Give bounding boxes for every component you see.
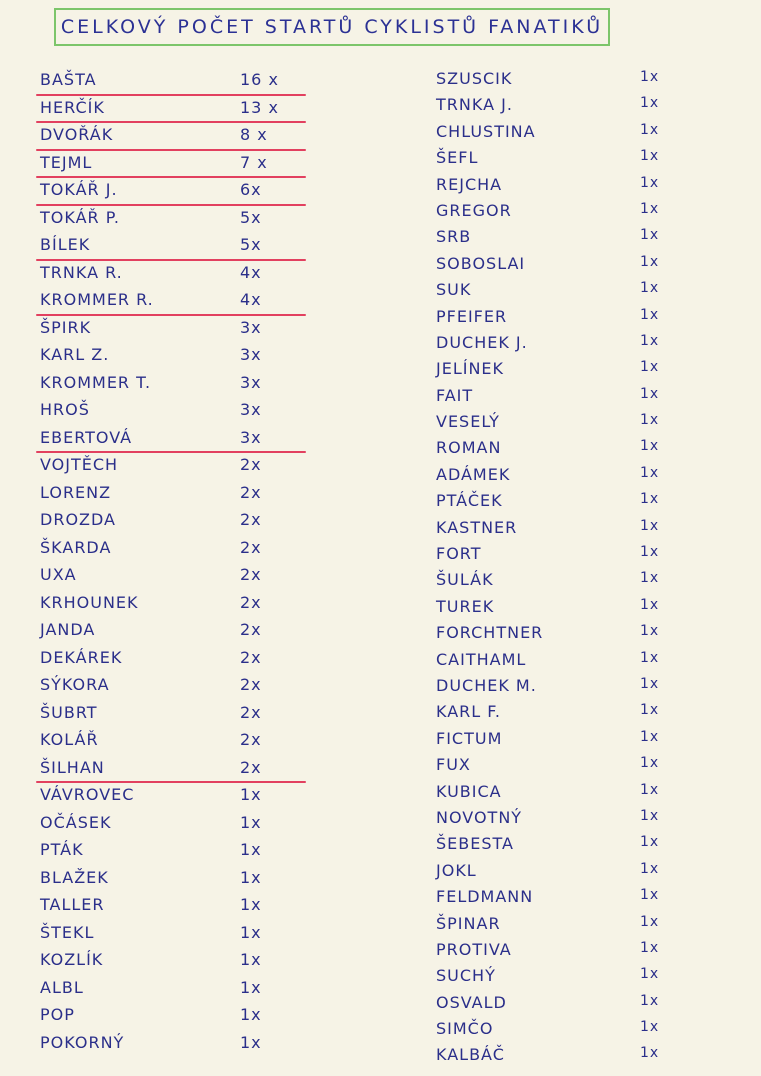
rider-name: DROZDA: [40, 510, 116, 529]
list-item: [432, 92, 672, 118]
list-item: [36, 534, 306, 562]
rider-name: VESELÝ: [436, 412, 500, 432]
list-item: [432, 330, 672, 356]
list-item: [432, 726, 672, 752]
start-count: 2x: [240, 537, 262, 557]
start-count: 1x: [240, 812, 262, 832]
rider-name: FORCHTNER: [436, 623, 544, 643]
start-count: 1x: [640, 253, 660, 270]
rider-name: ŠPINAR: [436, 913, 501, 933]
start-count: 1x: [640, 992, 660, 1009]
rider-name: ŠILHAN: [40, 757, 105, 777]
rider-name: KROMMER R.: [40, 290, 154, 309]
list-item: [432, 488, 672, 514]
rider-name: DVOŘÁK: [40, 125, 114, 144]
start-count: 1x: [240, 950, 262, 969]
start-count: 1x: [640, 174, 660, 191]
list-item: [36, 259, 306, 287]
start-count: 1x: [640, 649, 660, 666]
list-item: [36, 864, 306, 892]
start-count: 3x: [240, 400, 262, 419]
rider-name: ADÁMEK: [436, 464, 511, 484]
rider-name: FORT: [436, 544, 482, 564]
list-item: [432, 963, 672, 989]
start-count: 1x: [640, 148, 660, 165]
list-item: [36, 809, 306, 837]
start-count: 1x: [640, 702, 660, 719]
rider-name: KOLÁŘ: [40, 730, 99, 749]
list-item: [432, 1042, 672, 1068]
rider-name: BÍLEK: [40, 235, 91, 254]
rider-name: KROMMER T.: [40, 372, 152, 392]
start-count: 1x: [640, 306, 660, 323]
start-count: 6x: [240, 180, 262, 199]
list-item: [36, 176, 306, 204]
list-item: [432, 567, 672, 593]
list-item: [432, 251, 672, 277]
rider-name: SUCHÝ: [436, 966, 496, 986]
start-count: 1x: [640, 280, 660, 297]
list-item: [432, 594, 672, 620]
rider-name: SRB: [436, 227, 472, 247]
start-count: 1x: [640, 200, 660, 217]
rider-name: POKORNÝ: [40, 1032, 125, 1052]
rider-name: PFEIFER: [436, 306, 508, 326]
start-count: 4x: [240, 262, 262, 282]
list-item: [36, 204, 306, 232]
rider-name: REJCHA: [436, 174, 503, 194]
rider-name: TOKÁŘ J.: [40, 180, 118, 199]
start-count: 2x: [240, 455, 262, 474]
list-item: [36, 121, 306, 149]
list-item: [432, 304, 672, 330]
rider-name: TEJML: [40, 152, 93, 172]
rider-name: PTÁČEK: [436, 491, 503, 511]
list-item: [432, 119, 672, 145]
list-item: [432, 515, 672, 541]
list-item: [36, 396, 306, 424]
start-count: 5x: [240, 235, 262, 254]
rider-name: NOVOTNÝ: [436, 807, 523, 827]
start-count: 3x: [240, 427, 262, 447]
list-item: [36, 561, 306, 589]
list-item: [432, 145, 672, 171]
start-count: 1x: [640, 491, 660, 508]
list-item: [432, 858, 672, 884]
rider-name: DUCHEK M.: [436, 675, 537, 695]
rider-name: ALBL: [40, 977, 84, 997]
list-item: [36, 1029, 306, 1057]
list-item: [432, 937, 672, 963]
start-count: 1x: [640, 781, 660, 798]
start-count: 2x: [240, 482, 262, 502]
list-item: [36, 66, 306, 94]
start-count: 2x: [240, 757, 262, 777]
start-count: 1x: [240, 785, 262, 804]
start-count: 2x: [240, 647, 262, 667]
rider-name: ŠEBESTA: [436, 834, 514, 854]
rider-name: ŠULÁK: [436, 570, 494, 590]
title-text: CELKOVÝ POČET STARTŮ CYKLISTŮ FANATIKŮ: [60, 16, 604, 38]
list-item: [432, 805, 672, 831]
list-item: [432, 647, 672, 673]
list-item: [36, 451, 306, 479]
start-count: 1x: [240, 867, 262, 887]
list-item: [432, 699, 672, 725]
list-item: [432, 752, 672, 778]
rider-name: KARL Z.: [40, 345, 110, 364]
rider-name: SOBOSLAI: [436, 253, 526, 273]
rider-name: SUK: [436, 280, 472, 300]
list-item: [432, 409, 672, 435]
rider-name: EBERTOVÁ: [40, 427, 133, 447]
start-count: 13 x: [240, 97, 279, 117]
rider-name: FICTUM: [436, 728, 503, 748]
start-count: 1x: [240, 1005, 262, 1024]
rider-name: ŠPIRK: [40, 317, 92, 337]
rider-name: KOZLÍK: [40, 950, 104, 969]
list-item: [432, 435, 672, 461]
rider-name: SÝKORA: [40, 675, 110, 694]
start-count: 1x: [640, 623, 660, 640]
list-item: [432, 172, 672, 198]
left-rider-list: [36, 66, 306, 1056]
rider-name: KARL F.: [436, 702, 501, 722]
list-item: [432, 990, 672, 1016]
rider-name: GREGOR: [436, 200, 512, 220]
start-count: 2x: [240, 702, 262, 722]
rider-name: ŠUBRT: [40, 702, 98, 722]
rider-name: TALLER: [40, 895, 105, 914]
list-item: [36, 644, 306, 672]
list-item: [36, 231, 306, 259]
right-rider-list: [432, 66, 672, 1069]
list-item: [36, 836, 306, 864]
rider-name: ŠKARDA: [40, 537, 112, 557]
list-item: [36, 369, 306, 397]
list-item: [432, 1016, 672, 1042]
rider-name: LORENZ: [40, 482, 112, 502]
rider-name: KRHOUNEK: [40, 592, 139, 612]
list-item: [432, 673, 672, 699]
start-count: 1x: [240, 922, 262, 942]
rider-name: ROMAN: [436, 438, 502, 458]
start-count: 3x: [240, 317, 262, 337]
start-count: 1x: [640, 438, 660, 455]
rider-name: JELÍNEK: [436, 359, 505, 379]
rider-name: BAŠTA: [40, 70, 97, 89]
list-item: [36, 589, 306, 617]
rider-name: SIMČO: [436, 1019, 494, 1039]
start-count: 1x: [640, 728, 660, 745]
start-count: 1x: [640, 596, 660, 613]
rider-name: OSVALD: [436, 992, 507, 1012]
rider-name: VÁVROVEC: [40, 785, 135, 804]
list-item: [36, 286, 306, 314]
start-count: 2x: [240, 730, 262, 749]
start-count: 1x: [640, 834, 660, 851]
list-item: [36, 149, 306, 177]
start-count: 1x: [640, 95, 660, 112]
list-item: [36, 754, 306, 782]
rider-name: TRNKA R.: [40, 262, 123, 282]
rider-name: BLAŽEK: [40, 867, 109, 887]
start-count: 4x: [240, 290, 262, 309]
start-count: 1x: [640, 887, 660, 904]
start-count: 2x: [240, 675, 262, 694]
start-count: 1x: [640, 227, 660, 244]
rider-name: FELDMANN: [436, 887, 534, 907]
rider-name: SZUSCIK: [436, 69, 513, 88]
start-count: 1x: [640, 332, 660, 349]
rider-name: DUCHEK J.: [436, 332, 528, 352]
list-item: [432, 383, 672, 409]
start-count: 16 x: [240, 70, 279, 89]
rider-name: OČÁSEK: [40, 812, 112, 832]
rider-name: ŠTEKL: [40, 922, 95, 942]
rider-name: JOKL: [436, 860, 477, 880]
start-count: 2x: [240, 592, 262, 612]
list-item: [432, 66, 672, 92]
list-item: [432, 541, 672, 567]
start-count: 1x: [640, 121, 660, 138]
start-count: 1x: [640, 544, 660, 561]
start-count: 1x: [640, 385, 660, 402]
list-item: [432, 462, 672, 488]
start-count: 1x: [640, 412, 660, 429]
list-item: [36, 506, 306, 534]
start-count: 1x: [640, 755, 660, 772]
rider-name: KASTNER: [436, 517, 518, 537]
list-item: [36, 726, 306, 754]
start-count: 2x: [240, 510, 262, 529]
list-item: [36, 974, 306, 1002]
start-count: 3x: [240, 372, 262, 392]
rider-name: TOKÁŘ P.: [40, 207, 120, 227]
start-count: 2x: [240, 565, 262, 584]
start-count: 1x: [640, 570, 660, 587]
start-count: 8 x: [240, 125, 268, 144]
list-item: [36, 1001, 306, 1029]
list-item: [36, 699, 306, 727]
list-item: [36, 314, 306, 342]
rider-name: TUREK: [436, 596, 495, 616]
rider-name: POP: [40, 1005, 75, 1024]
list-item: [432, 831, 672, 857]
list-item: [36, 479, 306, 507]
rider-name: UXA: [40, 565, 77, 584]
start-count: 3x: [240, 345, 262, 364]
list-item: [432, 277, 672, 303]
start-count: 1x: [640, 1045, 660, 1062]
rider-name: CAITHAML: [436, 649, 527, 669]
list-item: [432, 779, 672, 805]
list-item: [432, 620, 672, 646]
page-title: [54, 8, 610, 46]
start-count: 1x: [640, 913, 660, 930]
rider-name: KALBÁČ: [436, 1045, 505, 1065]
rider-name: ŠEFL: [436, 148, 479, 168]
start-count: 1x: [640, 1019, 660, 1036]
start-count: 2x: [240, 620, 262, 639]
list-item: [432, 911, 672, 937]
list-item: [432, 356, 672, 382]
start-count: 1x: [640, 359, 660, 376]
list-item: [36, 781, 306, 809]
rider-name: FAIT: [436, 385, 474, 405]
list-item: [36, 94, 306, 122]
list-item: [36, 424, 306, 452]
start-count: 1x: [240, 840, 262, 859]
start-count: 1x: [640, 464, 660, 481]
start-count: 1x: [640, 860, 660, 877]
list-item: [36, 616, 306, 644]
rider-name: TRNKA J.: [436, 95, 513, 115]
list-item: [36, 946, 306, 974]
rider-name: JANDA: [40, 620, 96, 639]
start-count: 1x: [240, 895, 262, 914]
rider-name: HERČÍK: [40, 97, 105, 117]
list-item: [432, 884, 672, 910]
start-count: 1x: [640, 675, 660, 692]
list-item: [36, 891, 306, 919]
start-count: 1x: [240, 977, 262, 997]
list-item: [36, 341, 306, 369]
list-item: [36, 671, 306, 699]
rider-name: VOJTĚCH: [40, 455, 119, 474]
rider-name: PTÁK: [40, 840, 84, 859]
start-count: 5x: [240, 207, 262, 227]
start-count: 1x: [640, 939, 660, 956]
rider-name: CHLUSTINA: [436, 121, 536, 141]
rider-name: DEKÁREK: [40, 647, 123, 667]
rider-name: KUBICA: [436, 781, 502, 801]
start-count: 1x: [240, 1032, 262, 1052]
rider-name: PROTIVA: [436, 939, 512, 959]
list-item: [432, 224, 672, 250]
start-count: 1x: [640, 69, 660, 85]
rider-name: HROŠ: [40, 400, 90, 419]
start-count: 1x: [640, 517, 660, 534]
start-count: 1x: [640, 807, 660, 824]
list-item: [432, 198, 672, 224]
start-count: 7 x: [240, 152, 268, 172]
rider-name: FUX: [436, 755, 471, 775]
start-count: 1x: [640, 966, 660, 983]
list-item: [36, 919, 306, 947]
